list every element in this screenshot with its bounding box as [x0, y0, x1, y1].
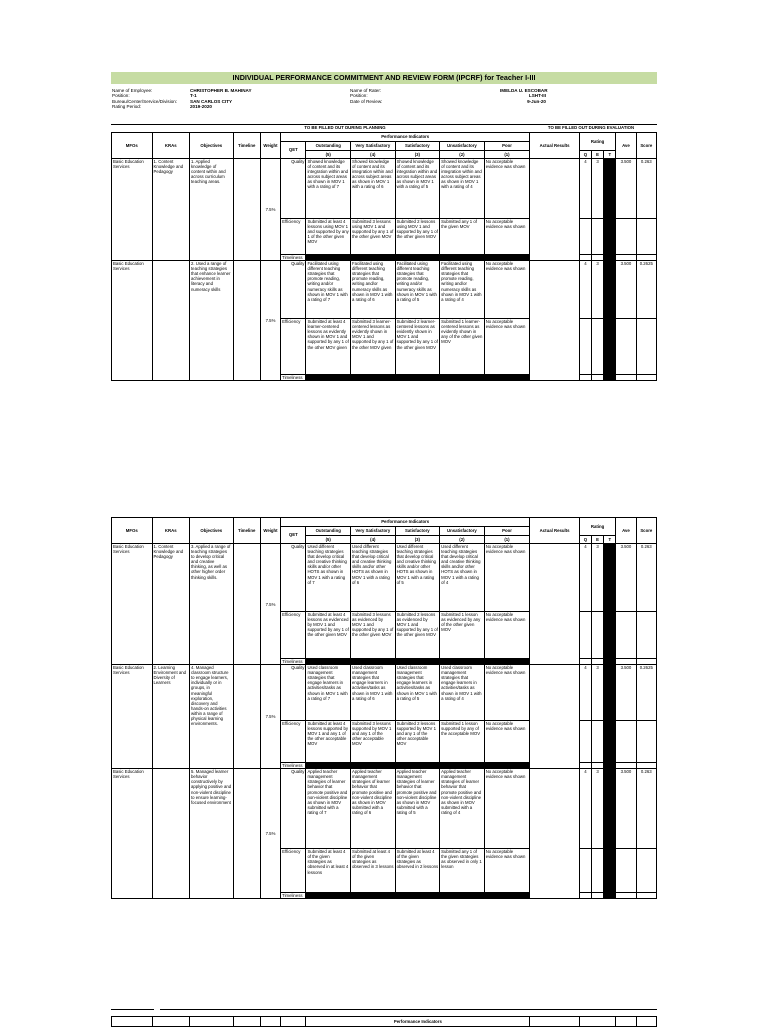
rating-t [604, 261, 616, 381]
quality-indicator: Used different teaching strategies that develop critical and creative thinking skills and/or other HOTS as shown in MOV 1 with a rating of 5 [395, 544, 440, 612]
efficiency-indicator: Submitted 1 learner-centered lessons as evidently shown in any of the other given MOV [440, 319, 485, 375]
rating-t-header: T [604, 151, 616, 159]
scale-3: (3) [395, 536, 440, 544]
rating-q-empty [579, 893, 591, 899]
weight-cell: 7.5% [260, 261, 280, 381]
objective-cell: 2. Used a range of teaching strategies that enhance learner achievement in literacy and numeracy skills [189, 261, 233, 381]
scale-4: (4) [351, 151, 396, 159]
table-row [112, 261, 657, 319]
weight-header: Weight [260, 518, 280, 544]
score-header: Score [636, 133, 656, 159]
objectives-header: Objectives [189, 133, 233, 159]
employee-position: T-1 [190, 93, 197, 99]
kra-cell [152, 261, 189, 381]
efficiency-indicator: Submitted at least 4 lessons as evidenced by MOV 1 and supported by any 1 of the other given MOV [306, 612, 351, 659]
qet-header: QET [281, 142, 306, 159]
mfo-cell: Basic Education Services [112, 261, 153, 381]
rating-q: 4 [579, 769, 591, 849]
ave-empty [616, 319, 636, 375]
rating-t [604, 159, 616, 261]
performance-indicators-header: Performance Indicators [281, 518, 530, 527]
quality-indicator: No acceptable evidence was shown [484, 159, 530, 219]
score-cell: 0.263 [636, 544, 656, 612]
header-cell [112, 1017, 153, 1027]
ipcrf-table-page2 [111, 517, 657, 899]
efficiency-indicator: Submitted 3 lessons using MOV 1 and supported by any 1 of the other given MOV [351, 219, 396, 255]
timeline-header: Timeline [233, 518, 260, 544]
header-cell [189, 1017, 233, 1027]
quality-indicator: No acceptable evidence was shown [484, 665, 530, 721]
quality-indicator: Used different teaching strategies that develop critical and creative thinking skills and/or other HOTS as shown in MOV 1 with a rating of 7 [306, 544, 351, 612]
rater-label: Position: [350, 93, 368, 99]
qet-timeliness-label: Timeliness [281, 893, 306, 899]
mfos-header: MFOs [112, 518, 153, 544]
ipcrf-table-page3 [111, 1016, 657, 1027]
score-empty [636, 219, 656, 255]
actual-results-cell [530, 159, 580, 261]
kras-header: KRAs [152, 518, 189, 544]
ave-empty [616, 893, 636, 899]
efficiency-indicator: No acceptable evidence was shown [484, 612, 530, 659]
score-empty [636, 612, 656, 659]
rating-e: 3 [592, 769, 604, 849]
poor-header: Poor [484, 527, 530, 536]
rating-e-header: E [592, 151, 604, 159]
weight-cell: 7.5% [260, 159, 280, 261]
mfo-cell: Basic Education Services [112, 159, 153, 261]
performance-indicators-header: Performance Indicators [281, 133, 530, 142]
qet-efficiency-label: Efficiency [281, 612, 306, 659]
rating-e: 3 [592, 261, 604, 319]
rating-q: 4 [579, 665, 591, 721]
ave-cell: 3.500 [616, 769, 636, 849]
employee-label: Rating Period: [112, 104, 142, 110]
rater-label: Name of Rater: [350, 88, 382, 93]
timeliness-blackout [306, 893, 530, 899]
satisfactory-header: Satisfactory [395, 142, 440, 151]
rating-e: 3 [592, 159, 604, 219]
score-empty [636, 849, 656, 893]
score-cell: 0.263 [636, 769, 656, 849]
table-row [112, 665, 657, 721]
qet-timeliness-label: Timeliness [281, 375, 306, 381]
timeliness-blackout [306, 375, 530, 381]
kra-cell: 1. Content Knowledge and Pedagogy [152, 544, 189, 665]
quality-indicator: Showed knowledge of content and its integration within and across subject areas as shown in MOV 1 with a rating of 7 [306, 159, 351, 219]
employee-values [190, 88, 252, 110]
efficiency-indicator: No acceptable evidence was shown [484, 319, 530, 375]
score-cell: 0.2625 [636, 665, 656, 721]
kras-header: KRAs [152, 133, 189, 159]
timeline-cell [233, 261, 260, 381]
efficiency-indicator: Submitted at least 4 lessons using MOV 1 and supported by any 1 of the other given MOV [306, 219, 351, 255]
efficiency-indicator: No acceptable evidence was shown [484, 849, 530, 893]
efficiency-indicator: Submitted 2 lessons as evidenced by MOV 1 and supported by any 1 of the other given MOV [395, 612, 440, 659]
efficiency-indicator: Submitted 2 lessons supported by MOV 1 and any 1 of the other acceptable MOV [395, 721, 440, 763]
header-cell [260, 1017, 280, 1027]
weight-cell: 7.5% [260, 769, 280, 899]
ave-empty [616, 219, 636, 255]
score-cell: 0.263 [636, 159, 656, 219]
rating-e: 3 [592, 544, 604, 612]
ave-header: Ave [616, 518, 636, 544]
quality-indicator: Used classroom management strategies that engage learners in activities/tasks as shown in MOV 1 with a rating of 5 [395, 665, 440, 721]
scale-3: (3) [395, 151, 440, 159]
efficiency-indicator: Submitted 1 lesson as evidenced by any of the other given MOV [440, 612, 485, 659]
rater-labels [350, 88, 382, 104]
employee-name: CHRISTOPHER B. MAHINAY [190, 88, 252, 93]
header-cell [616, 1017, 636, 1027]
scale-5: (5) [306, 151, 351, 159]
outstanding-header: Outstanding [306, 142, 351, 151]
timeline-header: Timeline [233, 133, 260, 159]
qet-timeliness-label: Timeliness [281, 659, 306, 665]
header-cell [579, 1017, 615, 1027]
rating-q-empty [579, 319, 591, 375]
ave-empty [616, 849, 636, 893]
qet-efficiency-label: Efficiency [281, 319, 306, 375]
rating-q-empty [579, 612, 591, 659]
rating-e: 3 [592, 665, 604, 721]
quality-indicator: No acceptable evidence was shown [484, 261, 530, 319]
page-divider [160, 1009, 657, 1010]
rating-q-empty [579, 721, 591, 763]
timeline-cell [233, 159, 260, 261]
employee-label: Position: [112, 93, 130, 99]
planning-banner: TO BE FILLED OUT DURING PLANNING [304, 125, 386, 130]
efficiency-indicator: Submitted any 1 of the given strategies as observed in only 1 lesson [440, 849, 485, 893]
efficiency-indicator: Submitted 3 lessons as evidenced by MOV 1 and supported by any 1 of the other given MOV [351, 612, 396, 659]
efficiency-indicator: Submitted at least 4 learner-centered lessons as evidently shown in MOV 1 and supported by any 1 of the other MOV given [306, 319, 351, 375]
weight-cell: 7.5% [260, 544, 280, 665]
table-row [112, 159, 657, 219]
mfo-cell: Basic Education Services [112, 665, 153, 769]
qet-quality-label: Quality [281, 261, 306, 319]
rating-q: 4 [579, 159, 591, 219]
header-cell [233, 1017, 260, 1027]
rating-e-empty [592, 319, 604, 375]
unsatisfactory-header: Unsatisfactory [440, 142, 485, 151]
mfo-cell: Basic Education Services [112, 769, 153, 899]
ave-cell: 3.500 [616, 544, 636, 612]
quality-indicator: Used classroom management strategies that engage learners in activities/tasks as shown in MOV 1 with a rating of 6 [351, 665, 396, 721]
scale-4: (4) [351, 536, 396, 544]
actual-results-cell [530, 261, 580, 381]
kra-cell: 1. Content Knowledge and Pedagogy [152, 159, 189, 261]
employee-labels [112, 88, 177, 110]
unsatisfactory-header: Unsatisfactory [440, 527, 485, 536]
efficiency-indicator: Submitted at least 4 of the given strategies as observed in 3 lessons [351, 849, 396, 893]
rating-e-empty [592, 219, 604, 255]
scale-2: (2) [440, 536, 485, 544]
qet-quality-label: Quality [281, 665, 306, 721]
ave-header: Ave [616, 133, 636, 159]
quality-indicator: Showed knowledge of content and its integration within and across subject areas as shown in MOV 1 with a rating of 6 [351, 159, 396, 219]
poor-header: Poor [484, 142, 530, 151]
rating-e-empty [592, 893, 604, 899]
ave-cell: 3.500 [616, 261, 636, 319]
score-cell: 0.2625 [636, 261, 656, 319]
score-empty [636, 721, 656, 763]
ave-empty [616, 612, 636, 659]
rating-header: Rating [579, 133, 615, 151]
ave-empty [616, 375, 636, 381]
qet-efficiency-label: Efficiency [281, 849, 306, 893]
efficiency-indicator: Submitted 1 lesson supported by any of the acceptable MOV [440, 721, 485, 763]
rating-e-empty [592, 612, 604, 659]
score-empty [636, 375, 656, 381]
employee-division: SAN CARLOS CITY [190, 98, 233, 104]
quality-indicator: Applied teacher management strategies of learner behavior that promote positive and non-violent discipline as shown in MOV submitted with a rating of 7 [306, 769, 351, 849]
actual-results-cell [530, 544, 580, 665]
actual-results-cell [530, 665, 580, 769]
ipcrf-table-page1 [111, 132, 657, 381]
efficiency-indicator: Submitted 2 learner-centered lessons as evidently shown in MOV 1 and supported by any 1 of the other given MOV [395, 319, 440, 375]
efficiency-indicator: Submitted 3 lessons supported by MOV 1 and any 1 of the other acceptable MOV [351, 721, 396, 763]
form-title: INDIVIDUAL PERFORMANCE COMMITMENT AND REVIEW FORM (IPCRF) for Teacher I-III [111, 72, 657, 84]
quality-indicator: Applied teacher management strategies of learner behavior that promote positive and non-violent discipline as shown in MOV submitted with a rating of 5 [395, 769, 440, 849]
ave-cell: 3.500 [616, 665, 636, 721]
efficiency-indicator: Submitted 3 learner-centered lessons as evidently shown in MOV 1 and supported by any 1 of the other MOV given [351, 319, 396, 375]
rating-q-empty [579, 849, 591, 893]
qet-efficiency-label: Efficiency [281, 219, 306, 255]
objective-cell: 3. Applied a range of teaching strategies to develop critical and creative thinking, as well as other higher order thinking skills. [189, 544, 233, 665]
timeline-cell [233, 665, 260, 769]
timeline-cell [233, 544, 260, 665]
quality-indicator: Facilitated using different teaching strategies that promote reading, writing and/or numeracy skills as shown in MOV 1 with a rating of 4 [440, 261, 485, 319]
quality-indicator: Used different teaching strategies that develop critical and creative thinking skills and/or other HOTS as shown in MOV 1 with a rating of 4 [440, 544, 485, 612]
rating-period: 2019-2020 [190, 104, 212, 110]
employee-label: Bureau/Center/Service/Division: [112, 98, 178, 104]
rating-t [604, 665, 616, 769]
scale-5: (5) [306, 536, 351, 544]
satisfactory-header: Satisfactory [395, 527, 440, 536]
score-empty [636, 319, 656, 375]
quality-indicator: No acceptable evidence was shown [484, 769, 530, 849]
table-row [112, 544, 657, 612]
rater-name: IMELDA U. ESCOBAR [500, 88, 548, 93]
rating-e-empty [592, 721, 604, 763]
score-empty [636, 893, 656, 899]
qet-quality-label: Quality [281, 544, 306, 612]
objectives-header: Objectives [189, 518, 233, 544]
rating-header: Rating [579, 518, 615, 536]
scale-2: (2) [440, 151, 485, 159]
efficiency-indicator: No acceptable evidence was shown [484, 721, 530, 763]
rating-t [604, 769, 616, 899]
rating-q-empty [579, 219, 591, 255]
quality-indicator: Applied teacher management strategies of learner behavior that promote positive and non-violent discipline as shown in MOV submitted with a rating of 6 [351, 769, 396, 849]
quality-indicator: Showed knowledge of content and its integration within and across subject areas as shown in MOV 1 with a rating of 5 [395, 159, 440, 219]
review-date: 9-Jun-20 [527, 98, 546, 104]
rating-t-header: T [604, 536, 616, 544]
rating-q: 4 [579, 544, 591, 612]
ave-empty [616, 721, 636, 763]
objective-cell: 4. Managed classroom structure to engage learners, individually or in groups, in meaningful exploration, discovery and hands-on activities within a range of physical learning environments. [189, 665, 233, 769]
rating-q-header: Q [579, 536, 591, 544]
mfo-cell: Basic Education Services [112, 544, 153, 665]
quality-indicator: Facilitated using different teaching strategies that promote reading, writing and/or numeracy skills as shown in MOV 1 with a rating of 6 [351, 261, 396, 319]
quality-indicator: Showed knowledge of content and its integration within and across subject areas as shown in MOV 1 with a rating of 4 [440, 159, 485, 219]
quality-indicator: Used classroom management strategies that engage learners in activities/tasks as shown in MOV 1 with a rating of 7 [306, 665, 351, 721]
quality-indicator: Facilitated using different teaching strategies that promote reading, writing and/or numeracy skills as shown in MOV 1 with a rating of 5 [395, 261, 440, 319]
table-row [112, 769, 657, 849]
efficiency-indicator: No acceptable evidence was shown [484, 219, 530, 255]
weight-header: Weight [260, 133, 280, 159]
ave-cell: 3.500 [616, 159, 636, 219]
efficiency-indicator: Submitted at least 4 of the given strategies as observed in at least 4 lessons [306, 849, 351, 893]
page-divider [111, 1009, 154, 1010]
rater-label: Date of Review: [350, 98, 383, 104]
rating-e-header: E [592, 536, 604, 544]
qet-timeliness-label: Timeliness [281, 763, 306, 769]
kra-cell [152, 769, 189, 899]
very-satisfactory-header: Very Satisfactory [351, 527, 396, 536]
quality-indicator: Applied teacher management strategies of learner behavior that promote positive and non-violent discipline as shown in MOV submitted with a rating of 4 [440, 769, 485, 849]
timeline-cell [233, 769, 260, 899]
score-header: Score [636, 518, 656, 544]
outstanding-header: Outstanding [306, 527, 351, 536]
quality-indicator: Facilitated using different teaching strategies that promote reading, writing and/or numeracy skills as shown in MOV 1 with a rating of 7 [306, 261, 351, 319]
efficiency-indicator: Submitted at least 4 lessons supported by MOV 1 and any 1 of the other acceptable MOV [306, 721, 351, 763]
rating-e-empty [592, 375, 604, 381]
qet-quality-label: Quality [281, 769, 306, 849]
rating-q-empty [579, 375, 591, 381]
rating-q: 4 [579, 261, 591, 319]
employee-label: Name of Employee: [112, 88, 153, 93]
objective-cell: 1. Applied knowledge of content within and across curriculum teaching areas. [189, 159, 233, 261]
quality-indicator: Used classroom management strategies that engage learners in activities/tasks as shown in MOV 1 with a rating of 4 [440, 665, 485, 721]
qet-timeliness-label: Timeliness [281, 255, 306, 261]
very-satisfactory-header: Very Satisfactory [351, 142, 396, 151]
actual-results-header: Actual Results [530, 518, 580, 544]
actual-results-header: Actual Results [530, 133, 580, 159]
performance-indicators-header: Performance Indicators [306, 1017, 530, 1027]
qet-quality-label: Quality [281, 159, 306, 219]
efficiency-indicator: Submitted 2 lessons using MOV 1 and supported by any 1 of the other given MOV [395, 219, 440, 255]
scale-1: (1) [484, 151, 530, 159]
quality-indicator: No acceptable evidence was shown [484, 544, 530, 612]
kra-cell: 2. Learning Environment and Diversity of Learners [152, 665, 189, 769]
weight-cell: 7.5% [260, 665, 280, 769]
header-cell [636, 1017, 656, 1027]
qet-efficiency-label: Efficiency [281, 721, 306, 763]
efficiency-indicator: Submitted at least 4 of the given strategies as observed in 2 lessons [395, 849, 440, 893]
evaluation-banner: TO BE FILLED OUT DURING EVALUATION [547, 125, 635, 130]
quality-indicator: Used different teaching strategies that develop critical and creative thinking skills and/or other HOTS as shown in MOV 1 with a rating of 6 [351, 544, 396, 612]
rating-t [604, 544, 616, 665]
efficiency-indicator: Submitted any 1 of the given MOV [440, 219, 485, 255]
qet-header: QET [281, 527, 306, 544]
mfos-header: MFOs [112, 133, 153, 159]
actual-results-cell [530, 769, 580, 899]
header-cell [152, 1017, 189, 1027]
rating-q-header: Q [579, 151, 591, 159]
objective-cell: 5. Managed learner behavior constructively by applying positive and non-violent discipline to ensure learning-focused environment [189, 769, 233, 899]
scale-1: (1) [484, 536, 530, 544]
header-cell [530, 1017, 580, 1027]
rating-e-empty [592, 849, 604, 893]
rater-position: LSHT-III [528, 93, 546, 99]
header-cell [281, 1017, 306, 1027]
rater-values [500, 88, 546, 104]
